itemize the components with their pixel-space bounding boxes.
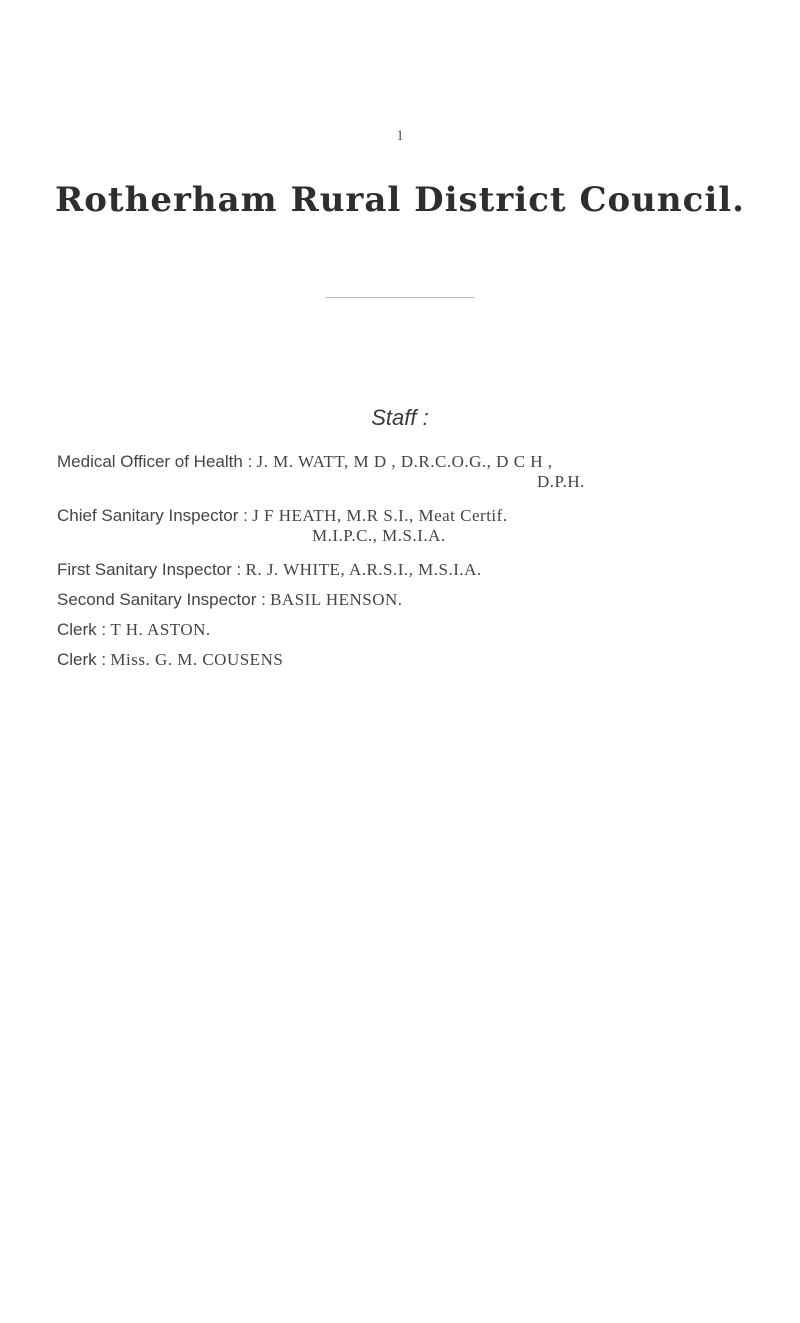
staff-name: BASIL HENSON. bbox=[270, 590, 403, 609]
staff-entry-clerk bbox=[57, 620, 757, 640]
staff-role: Chief Sanitary Inspector : bbox=[57, 506, 248, 525]
staff-name: J. M. WATT, M D , D.R.C.O.G., D C H , bbox=[256, 452, 553, 471]
staff-name: T H. ASTON. bbox=[110, 620, 211, 639]
staff-entry-first-inspector bbox=[57, 560, 757, 580]
page-number: 1 bbox=[396, 128, 404, 144]
staff-role: Clerk : bbox=[57, 650, 107, 669]
staff-heading: Staff : bbox=[371, 405, 429, 430]
staff-list bbox=[57, 452, 757, 670]
staff-entry-chief-inspector bbox=[57, 506, 757, 546]
staff-name: J F HEATH, M.R S.I., Meat Certif. bbox=[252, 506, 508, 525]
document-title: Rotherham Rural District Council. bbox=[54, 180, 745, 220]
staff-role: Second Sanitary Inspector : bbox=[57, 590, 266, 609]
staff-entry-medical-officer bbox=[57, 452, 757, 492]
staff-role: Clerk : bbox=[57, 620, 107, 639]
title-divider bbox=[325, 297, 475, 298]
staff-name: Miss. G. M. COUSENS bbox=[110, 650, 284, 669]
staff-role: First Sanitary Inspector : bbox=[57, 560, 242, 579]
staff-name-continuation: D.P.H. bbox=[537, 472, 585, 491]
staff-name: R. J. WHITE, A.R.S.I., M.S.I.A. bbox=[245, 560, 482, 579]
staff-entry-clerk bbox=[57, 650, 757, 670]
staff-name-continuation: M.I.P.C., M.S.I.A. bbox=[312, 526, 446, 545]
staff-entry-second-inspector bbox=[57, 590, 757, 610]
staff-role: Medical Officer of Health : bbox=[57, 452, 253, 471]
